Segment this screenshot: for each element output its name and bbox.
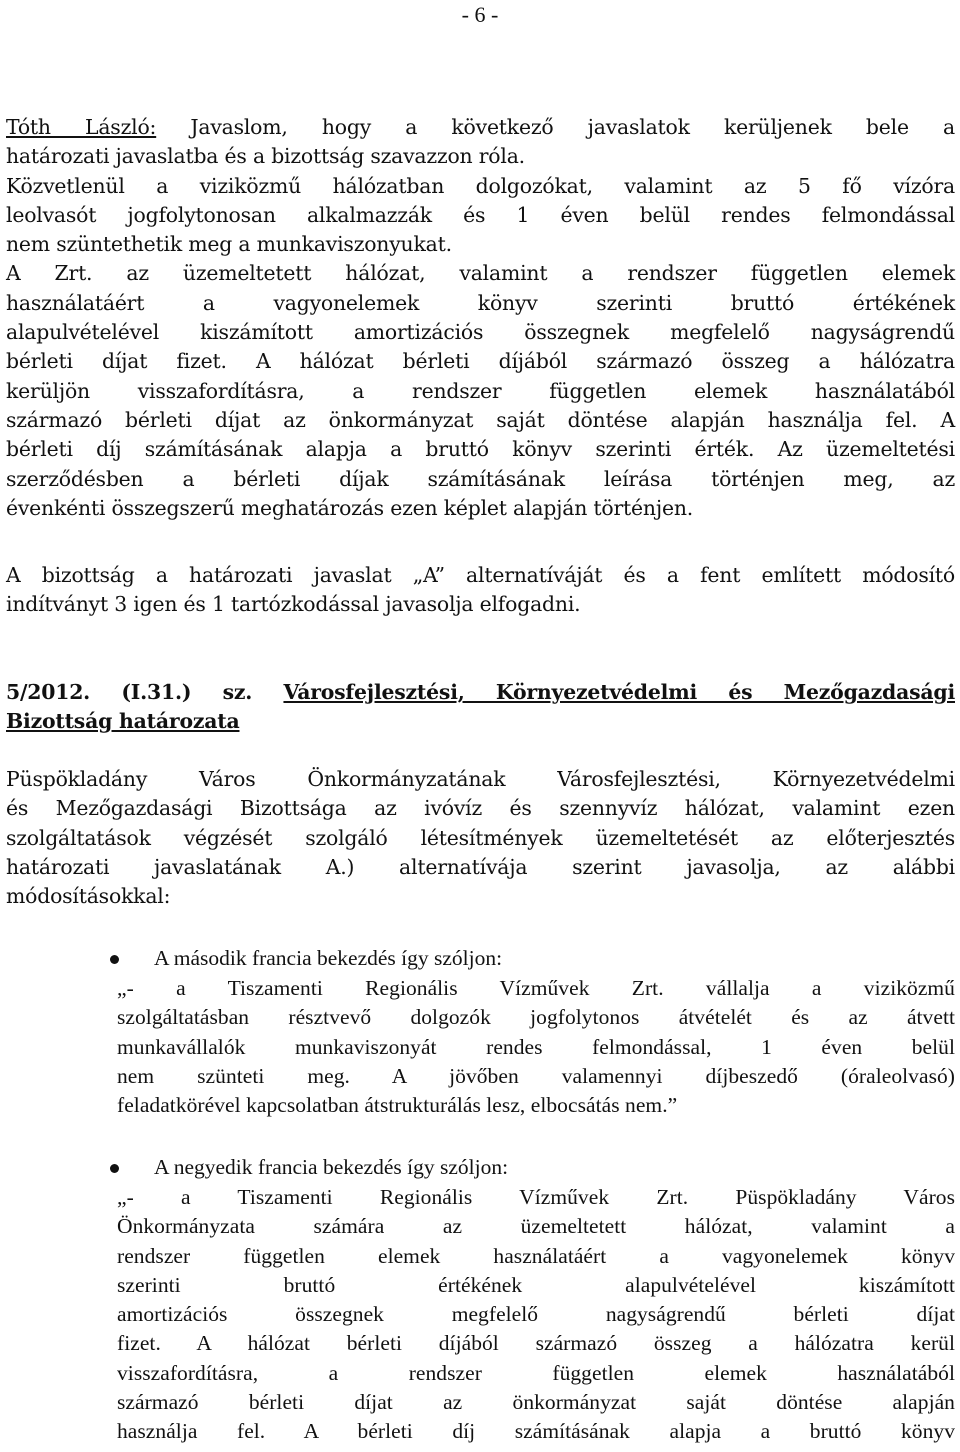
bullet-title: A negyedik francia bekezdés így szóljon: [154,1155,509,1179]
paragraph-line: bérleti díj számításának alapja a bruttó könyv szerinti érték. Az üzemeltetési [6,437,955,462]
quote-line: származó bérleti díjat az önkormányzat saját döntése alapján [117,1390,955,1415]
paragraph-line: leolvasót jogfolytonosan alkalmazzák és 1 éven belül rendes felmondással [6,202,955,227]
paragraph-line: határozati javaslatának A.) alternatívája szerint javasolja, az alábbi [6,854,955,879]
quote-line: visszafordításra, a rendszer független elemek használatából [117,1360,955,1385]
heading-line [6,707,955,736]
bullet-title: A második francia bekezdés így szóljon: [154,946,503,970]
quote-line: Önkormányzata számára az üzemeltetett hálózat, valamint a [117,1214,955,1239]
paragraph-line: és Mezőgazdasági Bizottsága az ivóvíz és szennyvíz hálózat, valamint ezen [6,796,955,821]
bullet-quote [117,1183,955,1447]
paragraph-line: A bizottság a határozati javaslat „A” alternatíváját és a fent említett módosító [6,563,955,587]
quote-line: használja fel. A bérleti díj számításának alapja a bruttó könyv [117,1419,955,1444]
resolution-number: 5/2012. (I.31.) sz. [6,680,253,704]
bullet-icon [110,955,119,964]
paragraph-line: Püspökladány Város Önkormányzatának Városfejlesztési, Környezetvédelmi [6,767,955,791]
quote-line: rendszer független elemek használatáért a vagyonelemek könyv [117,1243,955,1268]
resolution-title-line2: Bizottság határozata [6,709,240,734]
bullet-icon [110,1164,119,1173]
heading-line [6,678,955,707]
quote-line: nem szünteti meg. A jövőben valamennyi díjbeszedő (óraleolvasó) [117,1063,955,1088]
paragraph-line: Közvetlenül a viziközmű hálózatban dolgozókat, valamint az 5 fő vízóra [6,173,955,198]
paragraph-line: módosításokkal: [6,884,171,909]
paragraph-line: A Zrt. az üzemeltetett hálózat, valamint a rendszer független elemek [6,261,955,286]
quote-line: feladatkörével kapcsolatban átstrukturálás lesz, elbocsátás nem.” [117,1093,678,1118]
resolution-title-line1: Városfejlesztési, Környezetvédelmi és Mezőgazdasági [283,680,955,704]
quote-line: szolgáltatásban résztvevő dolgozók jogfolytonos átvételét és az átvett [117,1005,955,1030]
quote-line: munkavállalók munkaviszonyát rendes felmondással, 1 éven belül [117,1034,955,1059]
resolution-heading [6,678,955,737]
paragraph-line: használatáért a vagyonelemek könyv szerinti bruttó értékének [6,290,955,315]
paragraph-resolution-body [6,765,955,911]
paragraph-line: indítványt 3 igen és 1 tartózkodással javasolja elfogadni. [6,592,581,617]
paragraph-line: Tóth László: Javaslom, hogy a következő javaslatok kerüljenek bele a [6,115,955,139]
paragraph-committee-vote [6,561,955,620]
bullet-quote [117,974,955,1120]
paragraph-line: nem szüntethetik meg a munkaviszonyukat. [6,232,452,257]
paragraph-line: határozati javaslatba és a bizottság szavazzon róla. [6,144,525,169]
quote-line: amortizációs összegnek megfelelő nagyságrendű bérleti díjat [117,1302,955,1327]
paragraph-line: szolgáltatások végzését szolgáló létesítmények üzemeltetését az előterjesztés [6,825,955,850]
paragraph-line: kerüljön visszafordításra, a rendszer független elemek használatából [6,378,955,403]
quote-line: „- a Tiszamenti Regionális Vízművek Zrt. vállalja a viziközmű [117,976,955,1000]
quote-line: fizet. A hálózat bérleti díjából származó összeg a hálózatra kerül [117,1331,955,1356]
paragraph-proposal [6,113,955,523]
paragraph-line: szerződésben a bérleti díjak számításának leírása történjen meg, az [6,466,955,491]
paragraph-line: származó bérleti díjat az önkormányzat saját döntése alapján használja fel. A [6,407,955,432]
speaker-name: Tóth László: [6,115,157,139]
paragraph-line: évenkénti összegszerű meghatározás ezen képlet alapján történjen. [6,495,694,520]
quote-line: „- a Tiszamenti Regionális Vízművek Zrt. Püspökladány Város [117,1185,955,1209]
page-number: - 6 - [461,2,499,27]
quote-line: szerinti bruttó értékének alapulvételével kiszámított [117,1272,955,1297]
paragraph-line: bérleti díjat fizet. A hálózat bérleti díjából származó összeg a hálózatra [6,349,955,374]
paragraph-line: alapulvételével kiszámított amortizációs összegnek megfelelő nagyságrendű [6,320,955,345]
